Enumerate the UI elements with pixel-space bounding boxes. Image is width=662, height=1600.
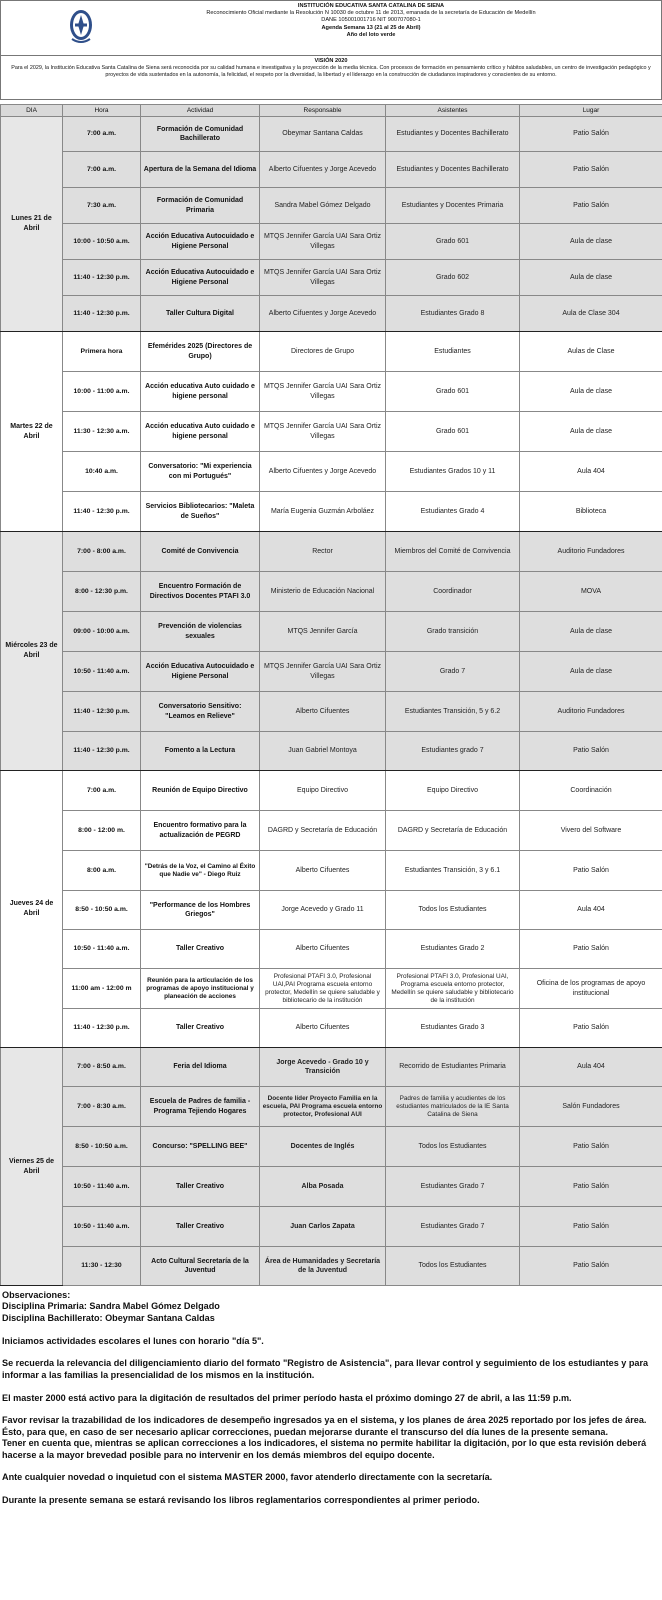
activity-cell: Encuentro Formación de Directivos Docentes PTAFI 3.0 [141,572,260,612]
place-cell: Patio Salón [520,1009,662,1048]
table-row [1,1009,662,1048]
day-cell-monday: Lunes 21 de Abril [1,117,63,332]
responsible-cell: MTQS Jennifer García [260,612,386,652]
vision-title: VISIÓN 2020 [314,58,348,64]
table-row [1,1207,662,1247]
responsible-cell: Docentes de Inglés [260,1127,386,1167]
place-cell: Vivero del Software [520,811,662,851]
attendees-cell: Miembros del Comité de Convivencia [386,532,520,572]
vision-section [0,55,662,100]
activity-cell: Acción Educativa Autocuidado e Higiene Personal [141,224,260,260]
hour-cell: 8:00 a.m. [63,851,141,891]
table-row [1,732,662,771]
column-header-activity: Actividad [141,105,260,117]
attendees-cell: Equipo Directivo [386,771,520,811]
hour-cell: 10:50 - 11:40 a.m. [63,930,141,969]
place-cell: Patio Salón [520,851,662,891]
attendees-cell: Padres de familia y acudientes de los estudiantes matriculados de la IE Santa Catalina de Siena [386,1087,520,1127]
attendees-cell: Grado transición [386,612,520,652]
attendees-cell: Estudiantes [386,332,520,372]
activity-cell: Conversatorio Sensitivo: "Leamos en Relieve" [141,692,260,732]
responsible-cell: Docente líder Proyecto Familia en la escuela, PAI Programa escuela entorno protector, Profesional AUI [260,1087,386,1127]
place-cell: Patio Salón [520,1167,662,1207]
column-header-responsible: Responsable [260,105,386,117]
place-cell: Biblioteca [520,492,662,532]
place-cell: Aulas de Clase [520,332,662,372]
discipline-secondary: Disciplina Bachillerato: Obeymar Santana Caldas [2,1312,215,1323]
attendees-cell: Estudiantes Grado 4 [386,492,520,532]
responsible-cell: Rector [260,532,386,572]
institution-name: INSTITUCIÓN EDUCATIVA SANTA CATALINA DE SIENA [297,3,445,9]
hour-cell: 11:30 - 12:30 [63,1247,141,1286]
column-header-place: Lugar [520,105,662,117]
hour-cell: 7:00 - 8:30 a.m. [63,1087,141,1127]
table-row [1,532,662,572]
table-row [1,412,662,452]
attendees-cell: Estudiantes grado 7 [386,732,520,771]
activity-cell: Prevención de violencias sexuales [141,612,260,652]
dane-nit: DANE 105001001716 NIT 900707080-1 [321,17,421,24]
responsible-cell: Sandra Mabel Gómez Delgado [260,188,386,224]
school-crest-logo [69,9,93,45]
responsible-cell: Alberto Cifuentes [260,851,386,891]
attendees-cell: Grado 601 [386,412,520,452]
activity-cell: Servicios Bibliotecarios: "Maleta de Sueños" [141,492,260,532]
table-row [1,260,662,296]
responsible-cell: Alberto Cifuentes y Jorge Acevedo [260,152,386,188]
place-cell: Patio Salón [520,930,662,969]
weekly-agenda-table [0,104,662,1286]
hour-cell: 10:00 - 10:50 a.m. [63,224,141,260]
attendees-cell: Estudiantes y Docentes Bachillerato [386,152,520,188]
observation-corrections: Tener en cuenta que, mientras se aplican correcciones a los indicadores, el sistema no permite habilitar la digitación, por lo que esta revisión deberá hacerse a la mayor brevedad posible para no intervenir en los demás miembros del equipo docente. [2,1438,647,1460]
table-row [1,930,662,969]
table-row [1,969,662,1009]
activity-cell: Concurso: "SPELLING BEE" [141,1127,260,1167]
responsible-cell: Alberto Cifuentes [260,1009,386,1048]
responsible-cell: Alberto Cifuentes [260,692,386,732]
place-cell: Coordinación [520,771,662,811]
attendees-cell: Todos los Estudiantes [386,891,520,930]
activity-cell: Formación de Comunidad Primaria [141,188,260,224]
column-header-day: DIA [1,105,63,117]
place-cell: Salón Fundadores [520,1087,662,1127]
responsible-cell: Obeymar Santana Caldas [260,117,386,152]
activity-cell: "Performance de los Hombres Griegos" [141,891,260,930]
responsible-cell: Alberto Cifuentes [260,930,386,969]
place-cell: Aula de clase [520,412,662,452]
place-cell: Aula de clase [520,612,662,652]
table-row [1,891,662,930]
responsible-cell: Juan Carlos Zapata [260,1207,386,1247]
observation-master-support: Ante cualquier novedad o inquietud con el sistema MASTER 2000, favor atenderlo directamente con la secretaría. [2,1472,493,1483]
hour-cell: 10:50 - 11:40 a.m. [63,1207,141,1247]
hour-cell: 11:40 - 12:30 p.m. [63,296,141,332]
hour-cell: Primera hora [63,332,141,372]
place-cell: Patio Salón [520,1127,662,1167]
hour-cell: 7:00 - 8:50 a.m. [63,1048,141,1087]
hour-cell: 11:30 - 12:30 a.m. [63,412,141,452]
activity-cell: Feria del Idioma [141,1048,260,1087]
attendees-cell: DAGRD y Secretaría de Educación [386,811,520,851]
activity-cell: Comité de Convivencia [141,532,260,572]
table-row [1,224,662,260]
hour-cell: 09:00 - 10:00 a.m. [63,612,141,652]
table-row [1,652,662,692]
observation-attendance: Se recuerda la relevancia del diligenciamiento diario del formato "Registro de Asistencia", para llevar control y seguimiento de los estudiantes y para informar a las familias la presencialidad de los mismos en la institución. [2,1358,649,1380]
agenda-week-title: Agenda Semana 13 (21 al 25 de Abril) [321,24,421,31]
attendees-cell: Profesional PTAFI 3.0, Profesional UAI, Programa escuela entorno protector, Medellín se quiere saludable y bibliotecario de la institución [386,969,520,1009]
hour-cell: 11:00 am - 12:00 m [63,969,141,1009]
responsible-cell: MTQS Jennifer García UAI Sara Ortiz Villegas [260,412,386,452]
table-row [1,452,662,492]
place-cell: Aula de clase [520,224,662,260]
table-row [1,117,662,152]
activity-cell: Acción Educativa Autocuidado e Higiene Personal [141,260,260,296]
day-cell-friday: Viernes 25 de Abril [1,1048,63,1286]
activity-cell: Apertura de la Semana del Idioma [141,152,260,188]
table-row [1,612,662,652]
attendees-cell: Estudiantes Grados 10 y 11 [386,452,520,492]
activity-cell: Acto Cultural Secretaría de la Juventud [141,1247,260,1286]
responsible-cell: Directores de Grupo [260,332,386,372]
place-cell: Patio Salón [520,1207,662,1247]
hour-cell: 7:00 - 8:00 a.m. [63,532,141,572]
observation-master-deadline: El master 2000 está activo para la digitación de resultados del primer período hasta el próximo domingo 27 de abril, a las 11:59 p.m. [2,1392,572,1403]
place-cell: Aula 404 [520,1048,662,1087]
responsible-cell: Equipo Directivo [260,771,386,811]
attendees-cell: Coordinador [386,572,520,612]
activity-cell: Efemérides 2025 (Directores de Grupo) [141,332,260,372]
responsible-cell: Jorge Acevedo y Grado 11 [260,891,386,930]
attendees-cell: Recorrido de Estudiantes Primaria [386,1048,520,1087]
discipline-primary: Disciplina Primaria: Sandra Mabel Gómez Delgado [2,1301,220,1312]
place-cell: Patio Salón [520,188,662,224]
attendees-cell: Estudiantes Grado 8 [386,296,520,332]
place-cell: Auditorio Fundadores [520,692,662,732]
hour-cell: 11:40 - 12:30 p.m. [63,260,141,296]
table-row [1,1087,662,1127]
responsible-cell: Alba Posada [260,1167,386,1207]
hour-cell: 7:00 a.m. [63,152,141,188]
hour-cell: 8:00 - 12:00 m. [63,811,141,851]
activity-cell: Acción educativa Auto cuidado e higiene personal [141,372,260,412]
attendees-cell: Estudiantes y Docentes Primaria [386,188,520,224]
hour-cell: 8:00 - 12:30 p.m. [63,572,141,612]
table-row [1,372,662,412]
activity-cell: Taller Creativo [141,1009,260,1048]
observations-title: Observaciones: [2,1290,71,1300]
place-cell: Aula 404 [520,891,662,930]
responsible-cell: Alberto Cifuentes y Jorge Acevedo [260,452,386,492]
activity-cell: Reunión para la articulación de los programas de apoyo institucional y planeación de acciones [141,969,260,1009]
hour-cell: 10:00 - 11:00 a.m. [63,372,141,412]
responsible-cell: MTQS Jennifer García UAI Sara Ortiz Villegas [260,224,386,260]
attendees-cell: Estudiantes y Docentes Bachillerato [386,117,520,152]
attendees-cell: Todos los Estudiantes [386,1127,520,1167]
place-cell: Aula de clase [520,372,662,412]
hour-cell: 11:40 - 12:30 p.m. [63,492,141,532]
place-cell: Patio Salón [520,1247,662,1286]
responsible-cell: Jorge Acevedo - Grado 10 y Transición [260,1048,386,1087]
hour-cell: 8:50 - 10:50 a.m. [63,1127,141,1167]
attendees-cell: Todos los Estudiantes [386,1247,520,1286]
table-row [1,771,662,811]
activity-cell: Conversatorio: "Mi experiencia con mi Portugués" [141,452,260,492]
place-cell: Aula 404 [520,452,662,492]
responsible-cell: DAGRD y Secretaría de Educación [260,811,386,851]
activity-cell: Encuentro formativo para la actualización de PEGRD [141,811,260,851]
attendees-cell: Estudiantes Grado 7 [386,1167,520,1207]
hour-cell: 10:50 - 11:40 a.m. [63,652,141,692]
table-row [1,1127,662,1167]
place-cell: Patio Salón [520,732,662,771]
responsible-cell: María Eugenia Guzmán Arboláez [260,492,386,532]
table-row [1,492,662,532]
table-row [1,851,662,891]
table-row [1,692,662,732]
column-header-attendees: Asistentes [386,105,520,117]
day-cell-wednesday: Miércoles 23 de Abril [1,532,63,771]
responsible-cell: Alberto Cifuentes y Jorge Acevedo [260,296,386,332]
day-cell-tuesday: Martes 22 de Abril [1,332,63,532]
table-row [1,811,662,851]
document-header [0,0,662,55]
place-cell: Aula de clase [520,260,662,296]
activity-cell: "Detrás de la Voz, el Camino al Éxito que Nadie ve" - Diego Ruiz [141,851,260,891]
header-text-block [111,3,631,39]
observation-indicators: Favor revisar la trazabilidad de los indicadores de desempeño ingresados ya en el sistema, y los planes de área 2025 reportado por los jefes de área. Ésto, para que, en caso de ser necesario aplicar correcciones, puedan mejorarse durante el transcurso del día lunes de la presente semana. [2,1415,647,1437]
observation-schedule: Iniciamos actividades escolares el lunes con horario "día 5". [2,1335,264,1346]
day-cell-thursday: Jueves 24 de Abril [1,771,63,1048]
place-cell: Patio Salón [520,152,662,188]
responsible-cell: Ministerio de Educación Nacional [260,572,386,612]
table-row [1,188,662,224]
attendees-cell: Estudiantes Grado 7 [386,1207,520,1247]
vision-text: Para el 2029, la Institución Educativa Santa Catalina de Siena será reconocida por su calidad humana e investigativa y la proyección de la media técnica. Con procesos de formación en pensamiento crítico y hábitos saludables, un centro de investigación pedagógico y proyectos de vida sustentados en la autonomía, la felicidad, el respeto por la diversidad, la libertad y el liderazgo en la construcción de ciudadanos inspiradores y conscientes de su entorno. [11,65,651,78]
hour-cell: 11:40 - 12:30 p.m. [63,1009,141,1048]
responsible-cell: MTQS Jennifer García UAI Sara Ortiz Villegas [260,652,386,692]
attendees-cell: Estudiantes Grado 2 [386,930,520,969]
hour-cell: 7:30 a.m. [63,188,141,224]
table-row [1,572,662,612]
attendees-cell: Grado 7 [386,652,520,692]
table-row [1,1048,662,1087]
responsible-cell: Juan Gabriel Montoya [260,732,386,771]
responsible-cell: MTQS Jennifer García UAI Sara Ortiz Villegas [260,372,386,412]
hour-cell: 10:40 a.m. [63,452,141,492]
responsible-cell: MTQS Jennifer García UAI Sara Ortiz Villegas [260,260,386,296]
table-row [1,1247,662,1286]
place-cell: Oficina de los programas de apoyo institucional [520,969,662,1009]
activity-cell: Reunión de Equipo Directivo [141,771,260,811]
place-cell: MOVA [520,572,662,612]
hour-cell: 8:50 - 10:50 a.m. [63,891,141,930]
place-cell: Aula de clase [520,652,662,692]
observations-section [2,1290,658,1507]
activity-cell: Formación de Comunidad Bachillerato [141,117,260,152]
hour-cell: 10:50 - 11:40 a.m. [63,1167,141,1207]
attendees-cell: Grado 601 [386,372,520,412]
activity-cell: Taller Creativo [141,1207,260,1247]
official-recognition: Reconocimiento Oficial mediante la Resolución N 10030 de octubre 11 de 2013, emanada de la secretaría de Educación de Medellín [206,10,536,17]
activity-cell: Fomento a la Lectura [141,732,260,771]
hour-cell: 7:00 a.m. [63,117,141,152]
attendees-cell: Grado 601 [386,224,520,260]
place-cell: Aula de Clase 304 [520,296,662,332]
attendees-cell: Estudiantes Grado 3 [386,1009,520,1048]
activity-cell: Taller Cultura Digital [141,296,260,332]
year-motto: Año del loto verde [346,31,396,38]
column-header-hour: Hora [63,105,141,117]
activity-cell: Acción Educativa Autocuidado e Higiene Personal [141,652,260,692]
attendees-cell: Estudiantes Transición, 5 y 6.2 [386,692,520,732]
table-row [1,152,662,188]
activity-cell: Escuela de Padres de familia - Programa Tejiendo Hogares [141,1087,260,1127]
hour-cell: 11:40 - 12:30 p.m. [63,692,141,732]
attendees-cell: Estudiantes Transición, 3 y 6.1 [386,851,520,891]
hour-cell: 11:40 - 12:30 p.m. [63,732,141,771]
responsible-cell: Profesional PTAFI 3.0, Profesional UAI,PAI Programa escuela entorno protector, Medellín se quiere saludable y bibliotecario de la institución [260,969,386,1009]
observation-books-review: Durante la presente semana se estará revisando los libros reglamentarios correspondientes al primer periodo. [2,1495,480,1506]
activity-cell: Acción educativa Auto cuidado e higiene personal [141,412,260,452]
place-cell: Patio Salón [520,117,662,152]
table-row [1,332,662,372]
table-row [1,1167,662,1207]
activity-cell: Taller Creativo [141,1167,260,1207]
table-header-row [1,105,662,117]
activity-cell: Taller Creativo [141,930,260,969]
responsible-cell: Área de Humanidades y Secretaría de la Juventud [260,1247,386,1286]
table-row [1,296,662,332]
hour-cell: 7:00 a.m. [63,771,141,811]
attendees-cell: Grado 602 [386,260,520,296]
place-cell: Auditorio Fundadores [520,532,662,572]
